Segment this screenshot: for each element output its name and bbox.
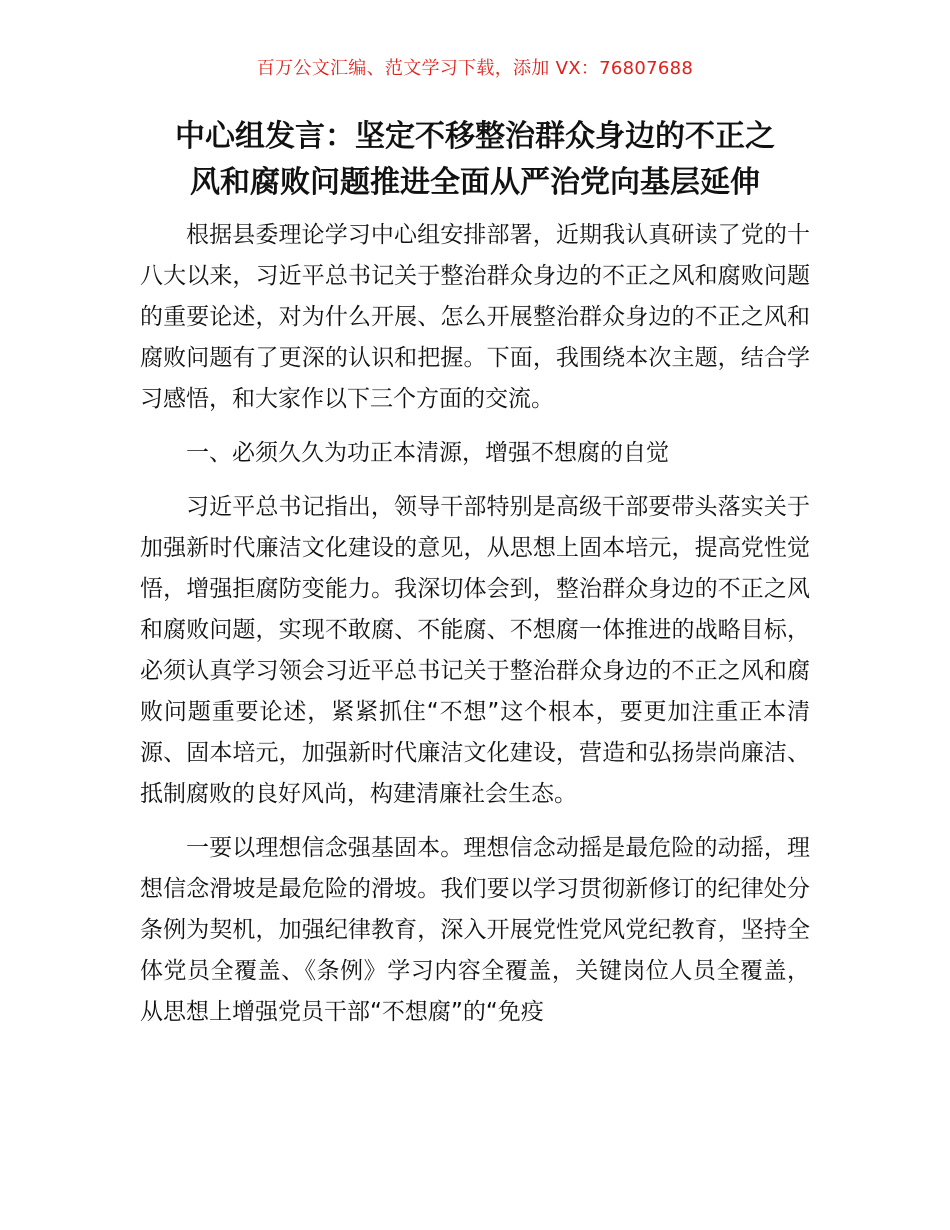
paragraph-section-1: 习近平总书记指出，领导干部特别是高级干部要带头落实关于加强新时代廉洁文化建设的意见，从思想上固本培元，提高党性觉悟，增强拒腐防变能力。我深切体会到，整治群众身边的不正之风和腐败问题，实现不敢腐、不能腐、不想腐一体推进的战略目标，必须认真学习领会习近平总书记关于整治群众身边的不正之风和腐败问题重要论述，紧紧抓住“不想”这个根本，要更加注重正本清源、固本培元，加强新时代廉洁文化建设，营造和弘扬崇尚廉洁、抵制腐败的良好风尚，构建清廉社会生态。 [140,494,810,807]
paragraph-intro: 根据县委理论学习中心组安排部署，近期我认真研读了党的十八大以来，习近平总书记关于整治群众身边的不正之风和腐败问题的重要论述，对为什么开展、怎么开展整治群众身边的不正之风和腐败问题有了更深的认识和把握。下面，我围绕本次主题，结合学习感悟，和大家作以下三个方面的交流。 [140,222,810,412]
document-title [100,114,850,206]
section-heading-1: 一、必须久久为功正本清源，增强不想腐的自觉 [186,440,669,466]
watermark-banner: 百万公文汇编、范文学习下载，添加 VX：76807688 [256,58,694,79]
title-line-2: 风和腐败问题推进全面从严治党向基层延伸 [190,165,760,200]
title-line-1: 中心组发言：坚定不移整治群众身边的不正之 [175,119,775,154]
paragraph-point-1: 一要以理想信念强基固本。理想信念动摇是最危险的动摇，理想信念滑坡是最危险的滑坡。我们要以学习贯彻新修订的纪律处分条例为契机，加强纪律教育，深入开展党性党风党纪教育，坚持全体党员全覆盖、《条例》学习内容全覆盖，关键岗位人员全覆盖，从思想上增强党员干部“不想腐”的“免疫 [140,835,810,1025]
document-body [140,215,810,1033]
